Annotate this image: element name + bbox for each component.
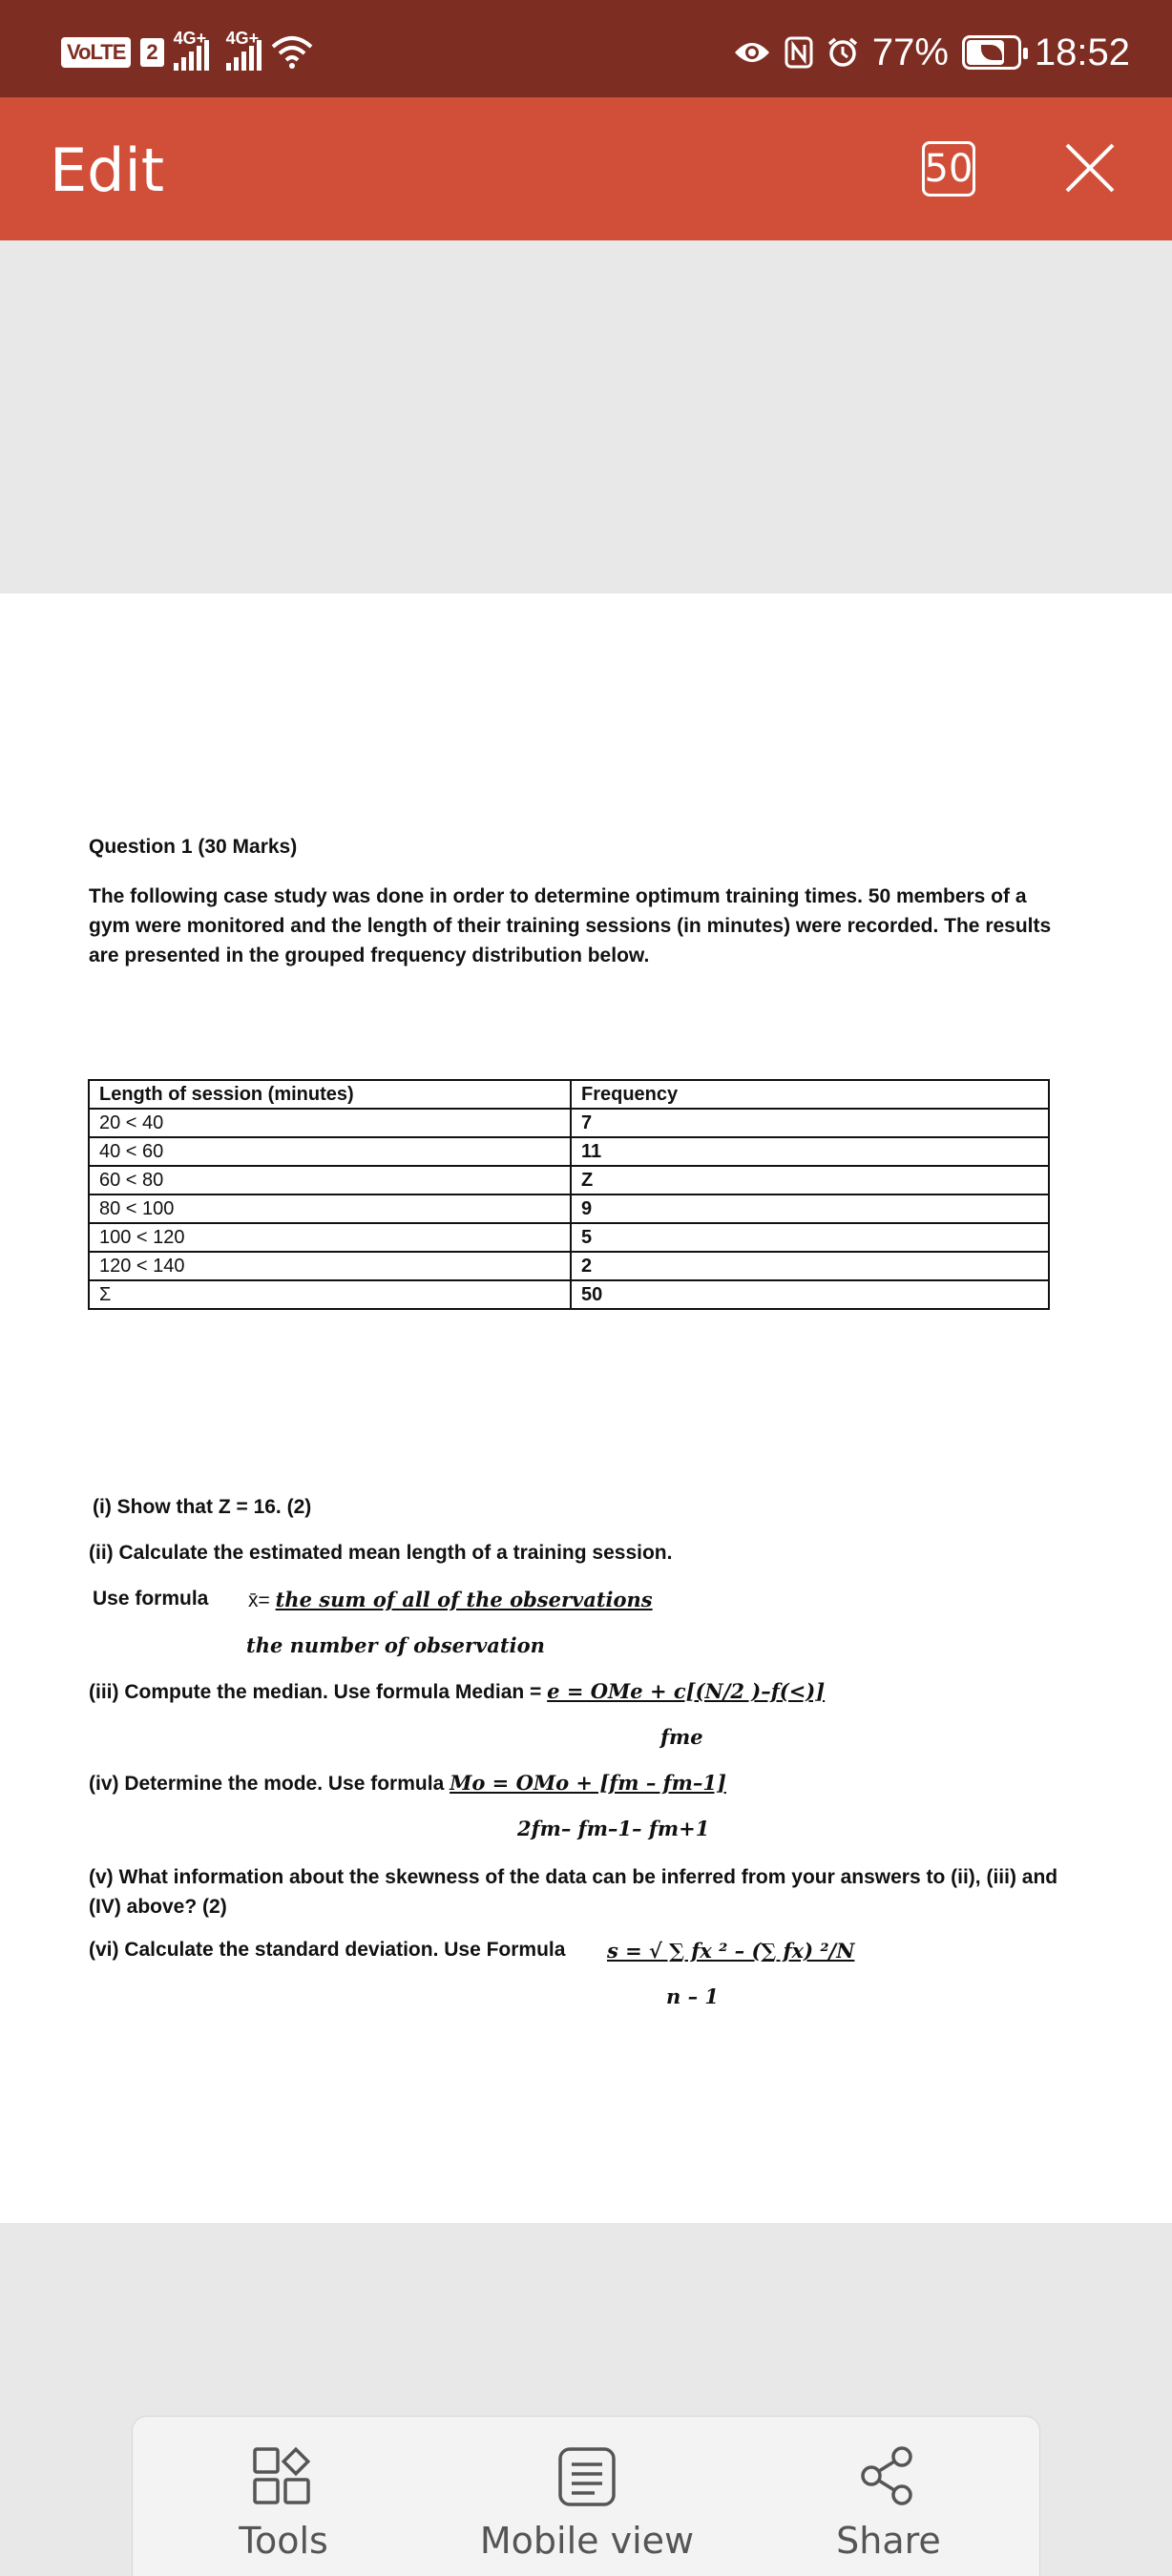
question-part-iv	[89, 1771, 726, 1796]
table-cell: 11	[571, 1137, 1049, 1166]
mode-question-text: (iv) Determine the mode. Use formula	[89, 1773, 450, 1795]
std-dev-formula: s = √ ∑ fx ² – (∑ fx) ²/N	[607, 1939, 855, 1963]
median-question-text: (iii) Compute the median. Use formula Median =	[89, 1681, 548, 1703]
table-header-row	[89, 1080, 1049, 1109]
frequency-table	[88, 1079, 1050, 1310]
wifi-icon	[271, 35, 313, 70]
xbar-symbol: x̄=	[248, 1589, 270, 1611]
signal-strength-icon-2	[225, 29, 262, 71]
tools-label: Tools	[239, 2520, 328, 2562]
app-bar	[0, 97, 1172, 240]
mean-formula-numerator: the sum of all of the observations	[275, 1588, 653, 1611]
table-row	[89, 1252, 1049, 1280]
table-cell: 2	[571, 1252, 1049, 1280]
table-cell: 120 < 140	[89, 1252, 571, 1280]
median-formula: e = OMe + c[(N/2 )–f(<)]	[547, 1679, 826, 1703]
table-cell: 100 < 120	[89, 1223, 571, 1252]
table-cell: 20 < 40	[89, 1109, 571, 1137]
question-intro: The following case study was done in order to determine optimum training times. 50 members of a gym were monitored and the length of their training sessions (in minutes) were recorded. The results are presented in the grouped frequency distribution below.	[89, 885, 1052, 966]
battery-percent: 77%	[871, 31, 949, 73]
table-cell: 9	[571, 1195, 1049, 1223]
table-cell: 5	[571, 1223, 1049, 1252]
table-row	[89, 1137, 1049, 1166]
table-cell: Z	[571, 1166, 1049, 1195]
eye-icon	[733, 39, 771, 66]
table-cell: 80 < 100	[89, 1195, 571, 1223]
table-row	[89, 1223, 1049, 1252]
question-part-i: (i) Show that Z = 16. (2)	[93, 1496, 312, 1518]
page-count-button[interactable]: 50	[922, 141, 975, 197]
share-button[interactable]	[745, 2445, 1032, 2562]
alarm-icon	[827, 36, 859, 69]
mobile-view-button[interactable]	[444, 2445, 730, 2562]
network-type-2: 4G+	[225, 29, 260, 48]
table-cell: 7	[571, 1109, 1049, 1137]
status-left	[61, 29, 313, 76]
mode-formula-denominator: 2fm– fm–1– fm+1	[517, 1817, 710, 1840]
table-cell: 60 < 80	[89, 1166, 571, 1195]
mean-formula-label	[93, 1588, 208, 1610]
signal-strength-icon	[173, 29, 209, 71]
median-formula-denominator: fme	[660, 1725, 703, 1749]
mean-formula-denominator: the number of observation	[246, 1633, 545, 1657]
question-part-iii	[89, 1679, 825, 1704]
bottom-toolbar	[132, 2416, 1040, 2576]
table-row	[89, 1195, 1049, 1223]
nfc-icon	[785, 36, 813, 69]
close-icon[interactable]	[1063, 141, 1117, 195]
volte-badge: VoLTE	[61, 37, 131, 68]
question-heading: Question 1 (30 Marks)	[89, 836, 298, 858]
mobile-view-label: Mobile view	[479, 2520, 695, 2562]
mean-formula	[248, 1588, 653, 1612]
table-cell: 50	[571, 1280, 1049, 1309]
status-right	[733, 29, 1130, 76]
table-header: Frequency	[571, 1080, 1049, 1109]
page-title: Edit	[50, 135, 165, 205]
battery-icon	[962, 35, 1021, 70]
clock: 18:52	[1034, 31, 1130, 73]
question-part-ii: (ii) Calculate the estimated mean length of a training session.	[89, 1542, 673, 1564]
table-row	[89, 1109, 1049, 1137]
tools-icon	[251, 2445, 316, 2506]
mode-formula: Mo = OMo + [fm – fm–1]	[450, 1771, 726, 1795]
std-dev-formula-denominator: n – 1	[666, 1984, 720, 2008]
document-page	[0, 593, 1172, 2223]
table-header: Length of session (minutes)	[89, 1080, 571, 1109]
table-row	[89, 1280, 1049, 1309]
share-icon	[856, 2445, 921, 2506]
table-cell: Σ	[89, 1280, 571, 1309]
network-type-1: 4G+	[173, 29, 207, 48]
share-label: Share	[836, 2520, 941, 2562]
formula-label: Use formula	[93, 1588, 209, 1610]
tools-button[interactable]	[140, 2445, 427, 2562]
mobile-view-icon	[555, 2445, 619, 2506]
status-bar	[0, 0, 1172, 97]
question-part-vi: (vi) Calculate the standard deviation. Use Formula	[89, 1939, 566, 1961]
question-part-v: (v) What information about the skewness of the data can be inferred from your answers to (ii), (iii) and (IV) above? (2)	[89, 1866, 1058, 1918]
table-row	[89, 1166, 1049, 1195]
table-cell: 40 < 60	[89, 1137, 571, 1166]
sim-number: 2	[140, 38, 163, 67]
